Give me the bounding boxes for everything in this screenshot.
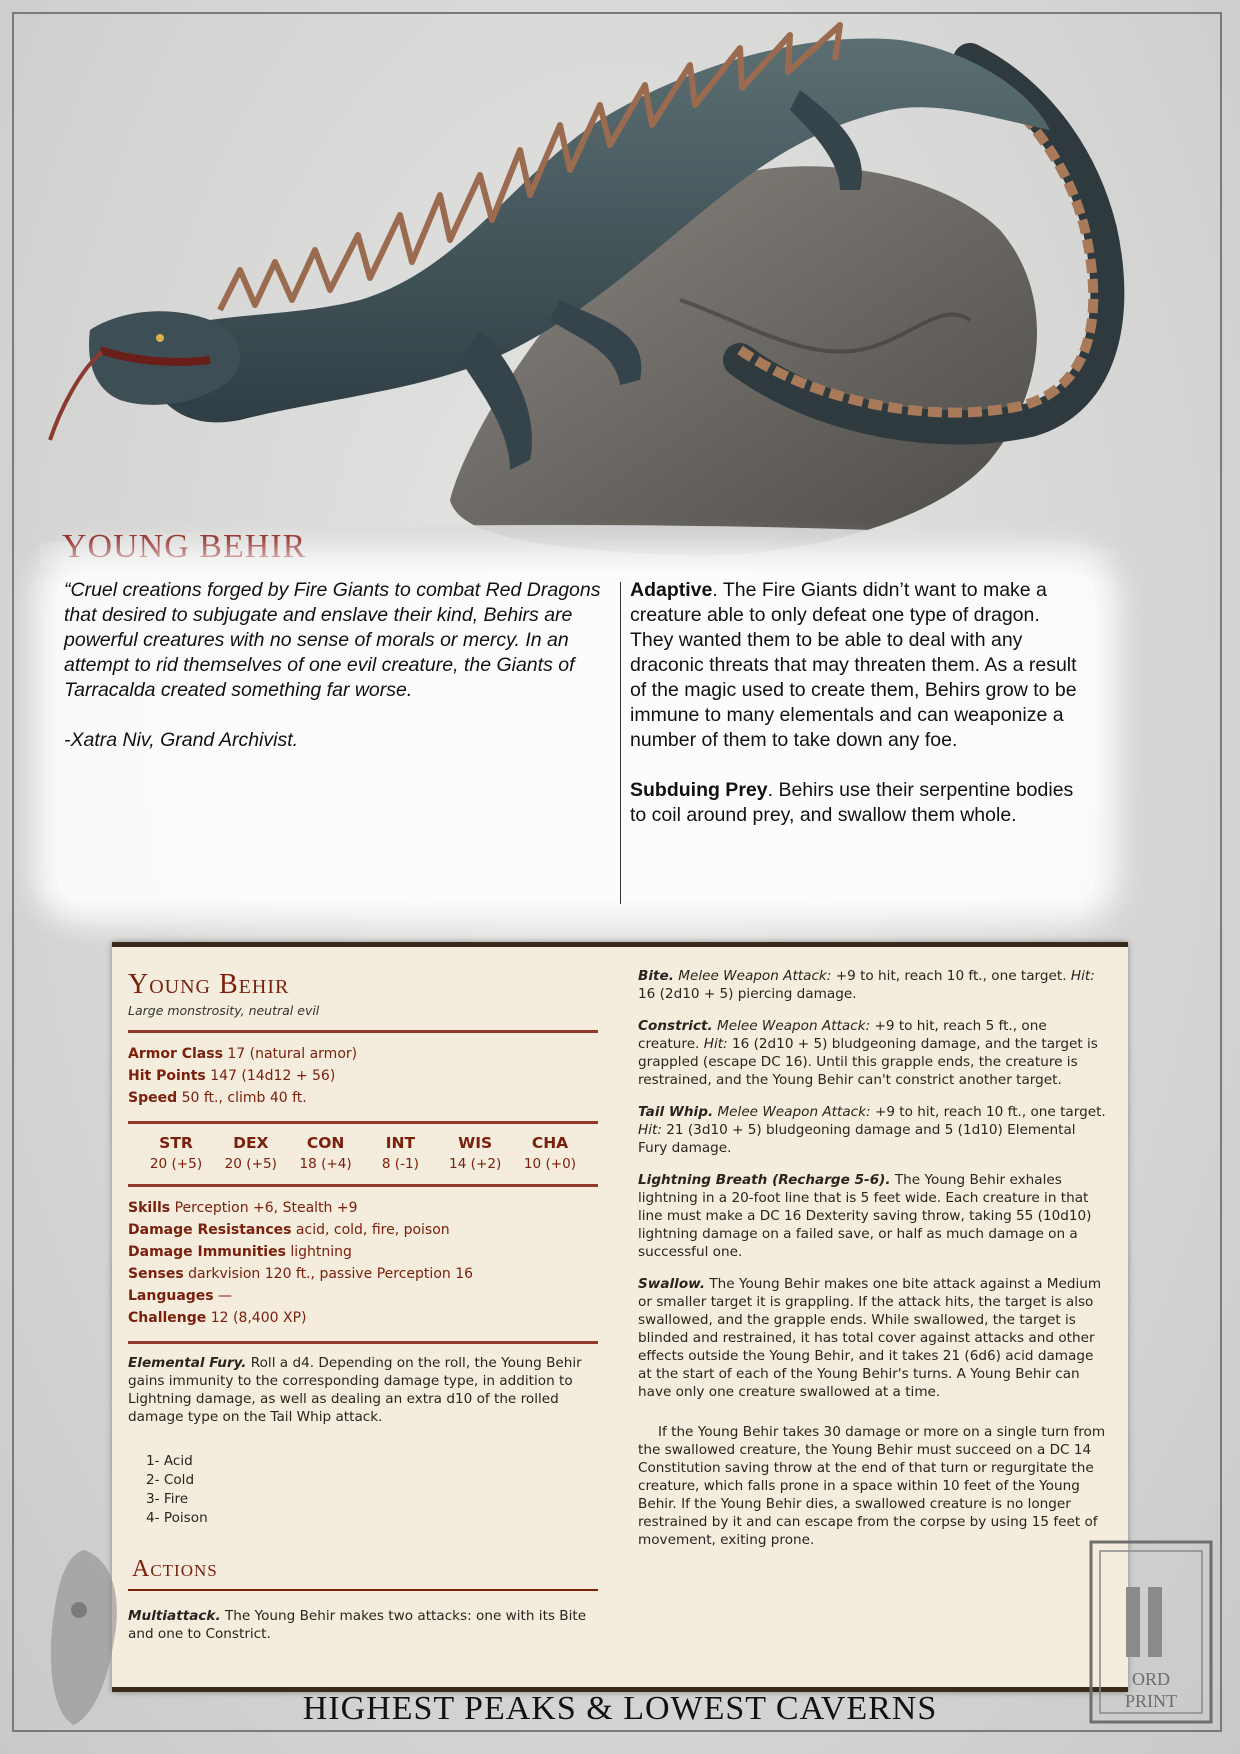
armor-class (128, 1043, 598, 1065)
hit-damage: 21 (3d10 + 5) bludgeoning damage and 5 (1d10) Elemental Fury damage. (638, 1122, 1076, 1156)
ability-str (146, 1134, 206, 1172)
languages-value: — (218, 1288, 233, 1304)
tapered-rule (128, 1184, 598, 1187)
hit-label: Hit: (1070, 968, 1095, 984)
action-text: The Young Behir makes two attacks: one with its Bite and one to Constrict. (128, 1607, 587, 1642)
list-item: 1- Acid (146, 1453, 193, 1469)
attack-type: Melee Weapon Attack: (717, 1104, 871, 1120)
trait-name: Elemental Fury. (128, 1355, 247, 1371)
hit-damage: 16 (2d10 + 5) bludgeoning damage, and the target is grappled (escape DC 16). Until this grapple ends, the creature is restrained, and the Young Behir can't constrict another target. (638, 1036, 1098, 1088)
action-tail-whip (638, 1103, 1108, 1157)
challenge-value: 12 (8,400 XP) (210, 1310, 307, 1326)
stat-block-left-column (128, 969, 598, 1643)
skills-label: Skills (128, 1200, 171, 1216)
tapered-rule (128, 1121, 598, 1124)
lore-column (630, 578, 1080, 853)
hit-label: Hit: (638, 1122, 662, 1138)
attack-type: Melee Weapon Attack: (678, 968, 832, 984)
action-text: The Young Behir exhales lightning in a 20-foot line that is 5 feet wide. Each creature in that line must make a DC 16 Dexterity saving throw, taking 55 (10d10) lightning damage on a failed save, or half as much damage on a successful one. (638, 1172, 1092, 1260)
ability-name: CHA (531, 1134, 569, 1152)
lore-text: . The Fire Giants didn’t want to make a creature able to only defeat one type of dragon. They wanted them to be able to deal with any draconic threats that may threaten them. As a result of the magic used to create them, Behirs grow to be immune to many elementals and can weaponize a number of them to take down any foe. (630, 579, 1077, 751)
tapered-rule (128, 1341, 598, 1344)
senses-value: darkvision 120 ft., passive Perception 16 (188, 1266, 474, 1282)
tapered-rule (128, 1030, 598, 1033)
senses-label: Senses (128, 1266, 184, 1282)
behir-illustration (40, 0, 1190, 570)
action-text: The Young Behir makes one bite attack against a Medium or smaller target it is grappling. If the attack hits, the target is also swallowed, and the grapple ends. While swallowed, the target is blinded and restrained, it has total cover against attacks and other effects outside the Young Behir, and it takes 21 (6d6) acid damage at the start of each of the Young Behir's turns. A Young Behir can have only one creature swallowed at a time. (638, 1276, 1102, 1400)
armor-class-label: Armor Class (128, 1046, 223, 1062)
footer-title: HIGHEST PEAKS & LOWEST CAVERNS (302, 1690, 938, 1727)
lore-text: . Behirs use their serpentine bodies to coil around prey, and swallow them whole. (630, 779, 1074, 826)
attack-stats: +9 to hit, reach 10 ft., one target. (874, 1104, 1106, 1120)
list-item: 4- Poison (146, 1510, 208, 1526)
ability-score: 18 (+4) (299, 1156, 352, 1172)
challenge-label: Challenge (128, 1310, 207, 1326)
ability-scores (128, 1134, 598, 1172)
action-name: Multiattack. (128, 1607, 221, 1624)
stat-block-right-column (638, 967, 1108, 1563)
hit-damage: 16 (2d10 + 5) piercing damage. (638, 986, 857, 1002)
damage-immunities-label: Damage Immunities (128, 1244, 286, 1260)
stat-block (112, 942, 1128, 1692)
damage-immunities-value: lightning (290, 1244, 352, 1260)
action-constrict (638, 1017, 1108, 1089)
lore-heading: Adaptive (630, 579, 713, 601)
ability-score: 10 (+0) (523, 1156, 577, 1172)
creature-type: Large monstrosity, neutral evil (128, 1003, 320, 1018)
lore-heading: Subduing Prey (630, 779, 768, 801)
attack-type: Melee Weapon Attack: (717, 1018, 871, 1034)
challenge (128, 1307, 598, 1329)
ability-name: CON (306, 1134, 345, 1152)
armor-class-value: 17 (natural armor) (227, 1046, 358, 1062)
damage-resistances (128, 1219, 598, 1241)
action-name: Bite. (638, 968, 674, 984)
quote-attribution: -Xatra Niv, Grand Archivist. (64, 729, 299, 751)
ability-wis (445, 1134, 505, 1172)
creature-name: Young Behir (128, 969, 290, 1000)
attack-stats: +9 to hit, reach 10 ft., one target. (835, 968, 1067, 984)
ability-con (296, 1134, 356, 1172)
ability-score: 14 (+2) (449, 1156, 502, 1172)
damage-resistances-label: Damage Resistances (128, 1222, 292, 1238)
action-name: Tail Whip. (638, 1104, 714, 1120)
ability-name: STR (159, 1134, 193, 1152)
svg-text:ORD: ORD (1131, 1669, 1171, 1689)
list-item: 3- Fire (146, 1491, 189, 1507)
ability-score: 20 (+5) (149, 1156, 203, 1172)
skills (128, 1197, 598, 1219)
elemental-fury-list (146, 1452, 598, 1528)
action-multiattack (128, 1607, 598, 1643)
hit-points-value: 147 (14d12 + 56) (210, 1068, 336, 1084)
ability-dex (221, 1134, 281, 1172)
ability-score: 20 (+5) (224, 1156, 277, 1172)
ability-int (370, 1134, 430, 1172)
senses (128, 1263, 598, 1285)
page-title: YOUNG BEHIR (62, 528, 307, 565)
hit-label: Hit: (703, 1036, 728, 1052)
skills-value: Perception +6, Stealth +9 (174, 1200, 358, 1216)
hit-points (128, 1065, 598, 1087)
lore-subduing-prey (630, 778, 1080, 828)
ability-name: INT (385, 1134, 416, 1152)
lore-adaptive (630, 578, 1080, 753)
languages-label: Languages (128, 1288, 214, 1304)
trait-text: Roll a d4. Depending on the roll, the Young Behir gains immunity to the corresponding damage type, in addition to Lightning damage, as well as dealing an extra d10 of the rolled damage type on the Tail Whip attack. (128, 1355, 582, 1425)
action-name: Constrict. (638, 1018, 713, 1034)
action-name: Lightning Breath (Recharge 5-6). (638, 1172, 891, 1188)
trait-elemental-fury (128, 1354, 598, 1426)
list-item: 2- Cold (146, 1472, 195, 1488)
ability-cha (520, 1134, 580, 1172)
damage-immunities (128, 1241, 598, 1263)
column-divider (620, 582, 621, 904)
languages (128, 1285, 598, 1307)
action-lightning-breath (638, 1171, 1108, 1261)
speed-label: Speed (128, 1090, 178, 1106)
action-swallow (638, 1275, 1108, 1401)
speed (128, 1087, 598, 1109)
ability-name: WIS (458, 1134, 493, 1152)
damage-resistances-value: acid, cold, fire, poison (295, 1222, 450, 1238)
svg-text:PRINT: PRINT (1124, 1691, 1178, 1711)
action-bite (638, 967, 1108, 1003)
swallow-rules: If the Young Behir takes 30 damage or more on a single turn from the swallowed creature, the Young Behir must succeed on a DC 14 Constitution saving throw at the end of that turn or regurgitate the creature, which falls prone in a space within 10 feet of the Young Behir. If the Young Behir dies, a swallowed creature is no longer restrained by it and can escape from the corpse by using 15 feet of movement, exiting prone. (638, 1424, 1106, 1548)
ability-score: 8 (-1) (381, 1156, 419, 1172)
quote-text: “Cruel creations forged by Fire Giants to combat Red Dragons that desired to subjugate and enslave their kind, Behirs are powerful creatures with no sense of morals or mercy. In an attempt to rid themselves of one evil creature, the Giants of Tarracalda created something far worse. (64, 579, 601, 701)
actions-rule (128, 1589, 598, 1591)
speed-value: 50 ft., climb 40 ft. (181, 1090, 307, 1106)
actions-heading: Actions (132, 1556, 218, 1582)
action-name: Swallow. (638, 1276, 706, 1292)
ability-name: DEX (233, 1134, 269, 1152)
intro-quote (64, 578, 619, 753)
attack-stats: +9 to hit, reach 5 ft., one creature. (638, 1018, 1047, 1052)
hit-points-label: Hit Points (128, 1068, 206, 1084)
